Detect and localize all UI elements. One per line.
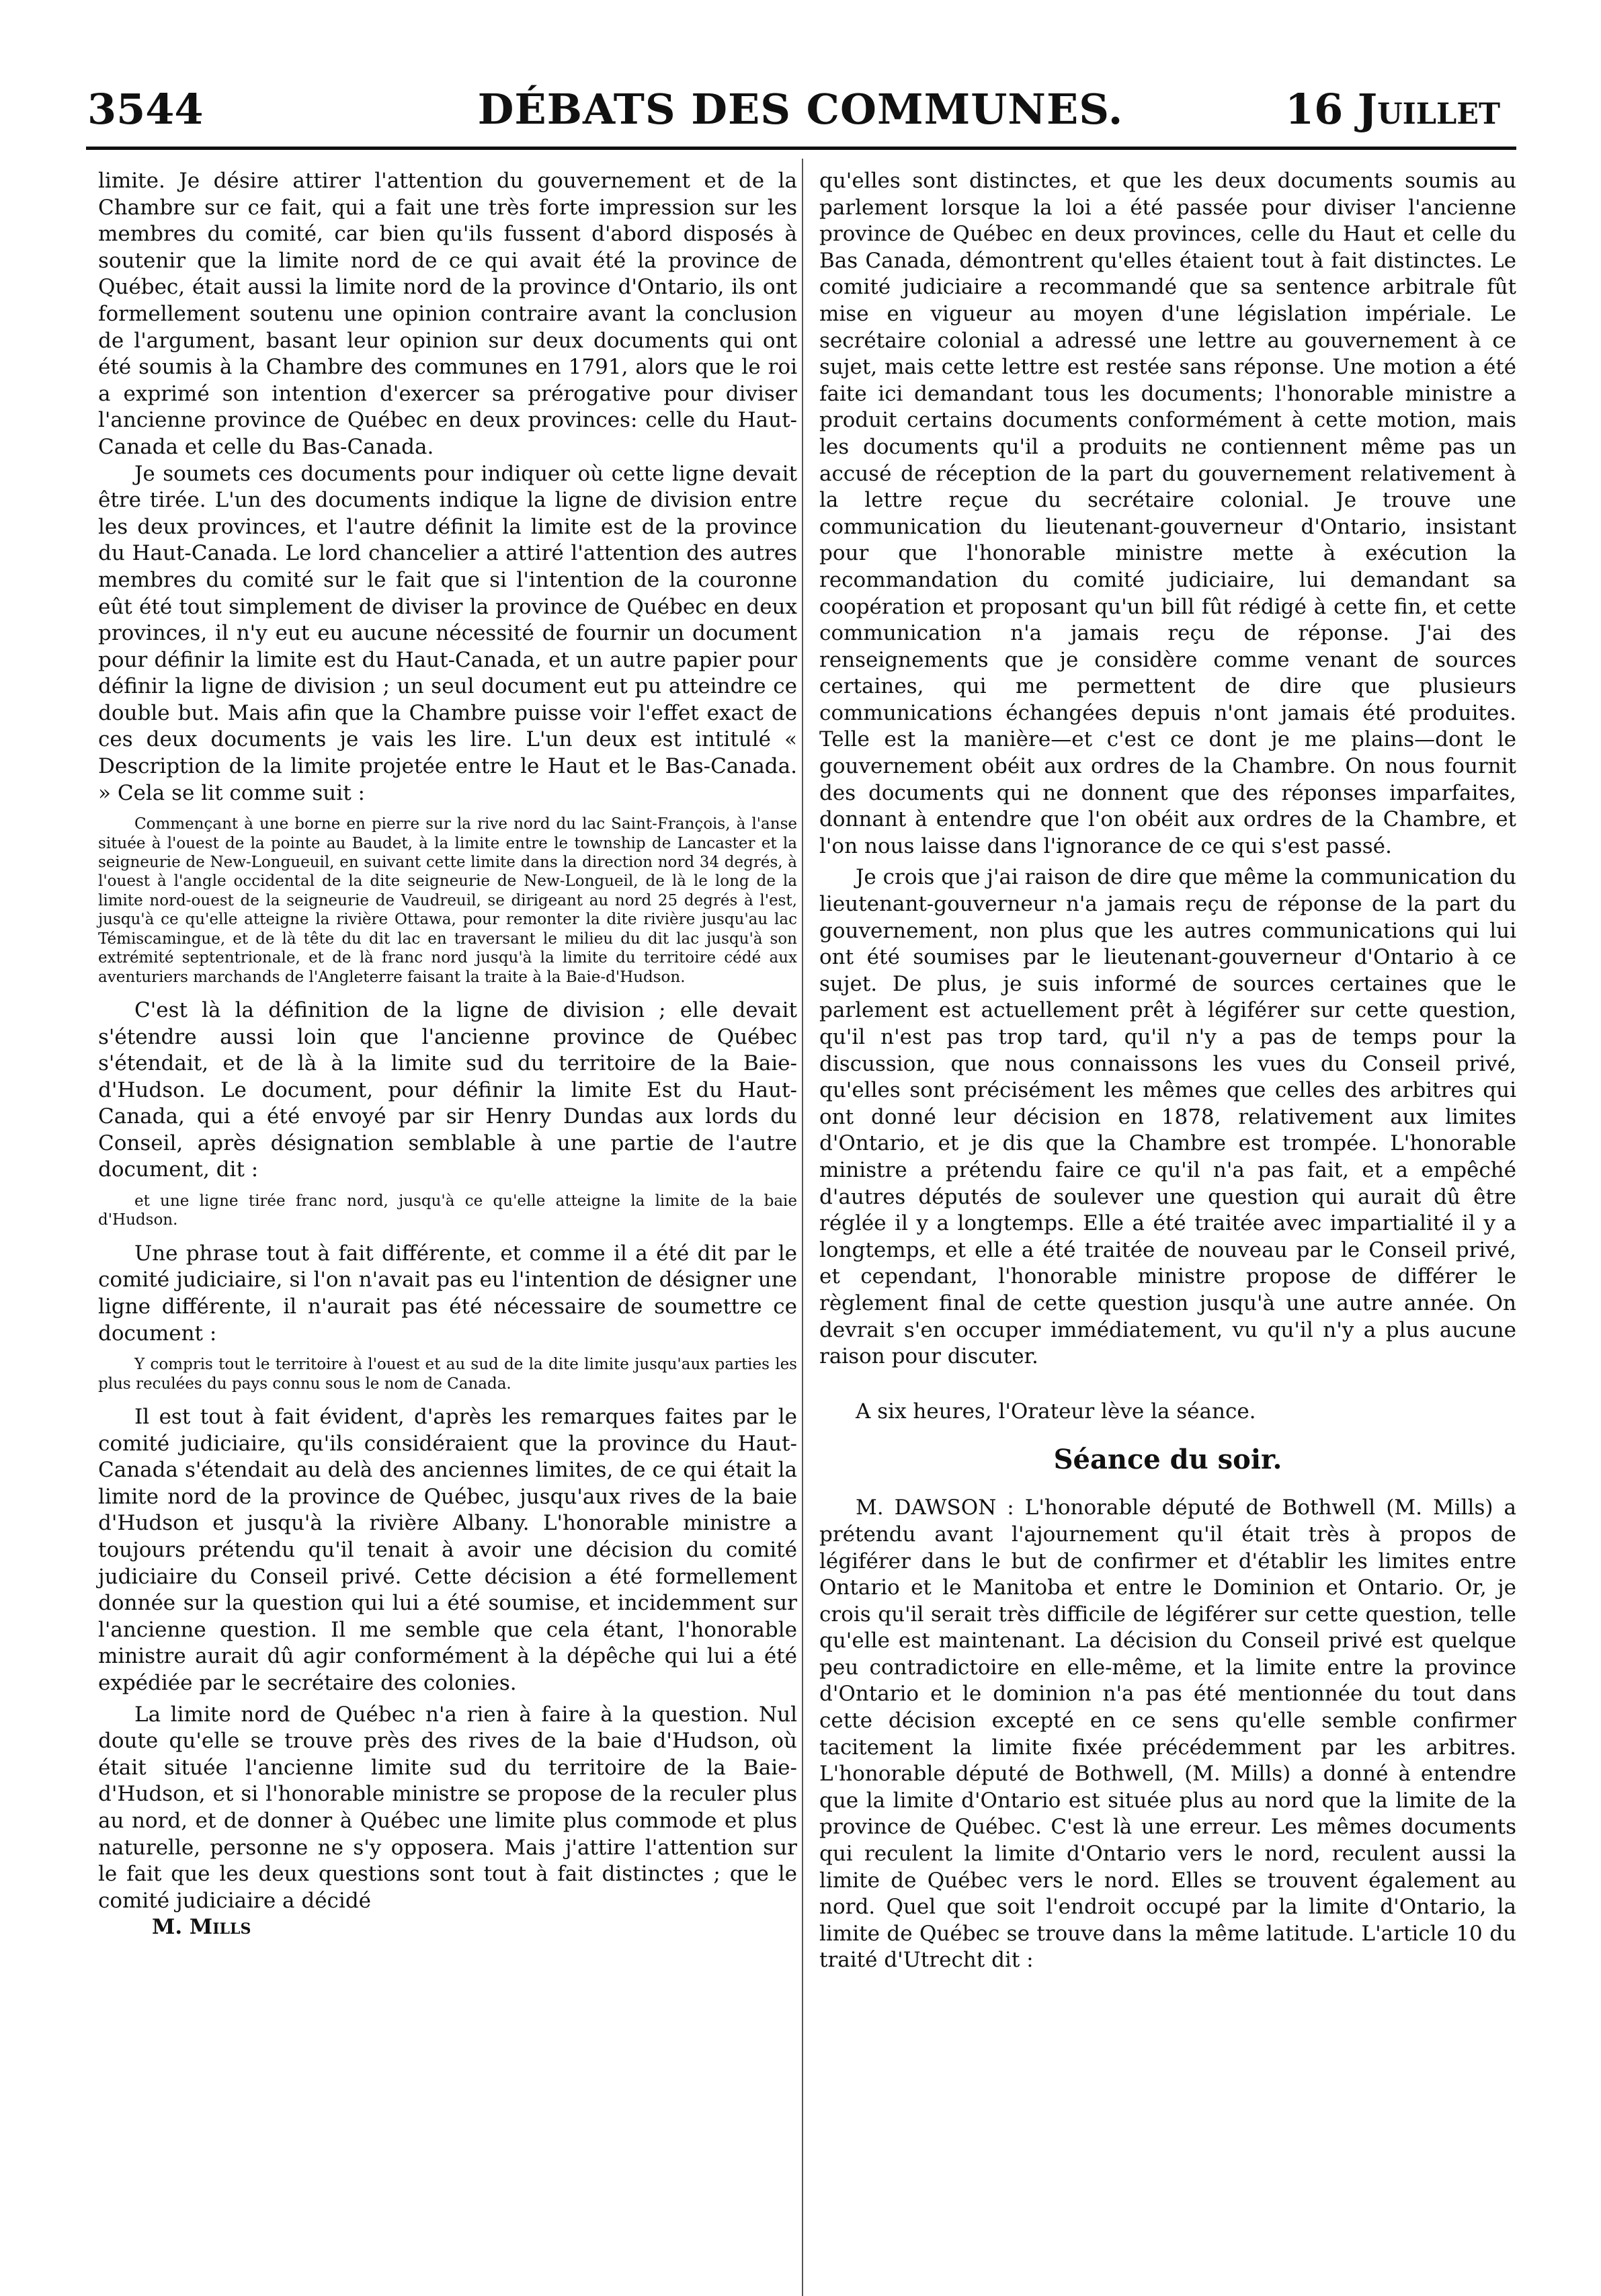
paragraph: Il est tout à fait évident, d'après les remarques faites par le comité judiciaire, qu'ils considéraient que la province du Haut-Canada s'étendait au delà des anciennes limites, de ce qui était la limite nord de la province de Québec, jusqu'aux rives de la baie d'Hudson et jusqu'à la rivière Albany. L'honorable ministre a toujours prétendu qu'il tenait à avoir une décision du comité judiciaire du Conseil privé. Cette décision a été formellement donnée sur la question qui lui a été soumise, et incidemment sur l'ancienne question. Il me semble que cela étant, l'honorable ministre aurait dû agir conformément à la dépêche qui lui a été expédiée par le secrétaire des colonies. — [98, 1405, 797, 1695]
page-date: 16 Juillet — [1284, 85, 1500, 134]
paragraph: C'est là la définition de la ligne de division ; elle devait s'étendre aussi loin que l'ancienne province de Québec s'étendait, et de là à la limite sud du territoire de la Baie-d'Hudson. Le document, pour définir la limite Est du Haut-Canada, qui a été envoyé par sir Henry Dundas aux lords du Conseil, après désignation semblable à une partie de l'autre document, dit : — [98, 997, 797, 1182]
column-separator — [802, 159, 803, 2296]
block-quote: Commençant à une borne en pierre sur la rive nord du lac Saint-François, à l'anse située à l'ouest de la pointe au Baudet, à la limite entre le township de Lancaster et la seigneurie de New-Longueuil, en suivant cette limite dans la direction nord 34 degrés, à l'ouest à l'angle occidental de la dite seigneurie de New-Longueil, de là le long de la limite nord-ouest de la seigneurie de Vaudreuil, se dirigeant au nord 25 degrés à l'est, jusqu'à ce qu'elle atteigne la rivière Ottawa, pour remonter la dite rivière jusqu'au lac Témiscamingue, et de là tête du dit lac en traversant le milieu du dit lac jusqu'à son extrémité septentrionale, et de là franc nord jusqu'à la limite du territoire cédé aux aventuriers marchands de l'Angleterre faisant la traite à la Baie-d'Hudson. — [98, 815, 797, 986]
section-title: Séance du soir. — [1053, 1444, 1282, 1476]
paragraph: M. DAWSON : L'honorable député de Bothwell (M. Mills) a prétendu avant l'ajournement qu'il était très à propos de légiférer dans le but de confirmer et d'établir les limites entre Ontario et le Manitoba et entre le Dominion et Ontario. Or, je crois qu'il serait très difficile de légiférer sur cette question, telle qu'elle est maintenant. La décision du Conseil privé est quelque peu contradictoire en elle-même, et la limite entre la province d'Ontario et le dominion n'a pas été mentionnée du tout dans cette décision excepté en ce sens qu'elle semble confirmer tacitement la limite fixée précédemment par les arbitres. L'honorable député de Bothwell, (M. Mills) a donné à entendre que la limite d'Ontario est située plus au nord que la limite de la province de Québec. C'est là une erreur. Les mêmes documents qui reculent la limite d'Ontario vers le nord, reculent aussi la limite de Québec vers le nord. Elles se trouvent également au nord. Quel que soit l'endroit occupé par la limite d'Ontario, la limite de Québec se trouve dans la même latitude. L'article 10 du traité d'Utrecht dit : — [819, 1495, 1516, 1973]
paragraph: Je crois que j'ai raison de dire que même la communication du lieutenant-gouverneur n'a jamais reçu de réponse de la part du gouvernement, non plus que les autres communications qui lui ont été soumises par le lieutenant-gouverneur d'Ontario à ce sujet. De plus, je suis informé de sources certaines que le parlement est actuellement prêt à légiférer sur cette question, qu'il n'est pas trop tard, qu'il n'y a pas de temps pour la discussion, que nous connaissons les vues du Conseil privé, qu'elles sont précisément les mêmes que celles des arbitres qui ont donné leur décision en 1878, relativement aux limites d'Ontario, et je dis que la Chambre est trompée. L'honorable ministre a prétendu faire ce qu'il n'a pas fait, et a empêché d'autres députés de soulever une question qui aurait dû être réglée il y a longtemps. Elle a été traitée avec impartialité il y a longtemps, et elle a été traitée de nouveau par le Conseil privé, et cependant, l'honorable ministre propose de différer le règlement final de cette question jusqu'à une autre année. On devrait s'en occuper immédiatement, vu qu'il n'y a plus aucune raison pour discuter. — [819, 865, 1516, 1369]
block-quote: et une ligne tirée franc nord, jusqu'à ce qu'elle atteigne la limite de la baie d'Hudson. — [98, 1192, 797, 1229]
paragraph: qu'elles sont distinctes, et que les deux documents soumis au parlement lorsque la loi a été passée pour diviser l'ancienne province de Québec en deux provinces, celle du Haut et celle du Bas Canada, démontrent qu'elles étaient tout à fait distinctes. Le comité judiciaire a recommandé que sa sentence arbitrale fût mise en vigueur au moyen d'une législation impériale. Le secrétaire colonial a adressé une lettre au gouvernement à ce sujet, mais cette lettre est restée sans réponse. Une motion a été faite ici demandant tous les documents; l'honorable ministre a produit certains documents conformément à cette motion, mais les documents qu'il a produits ne contiennent même pas un accusé de réception de la part du gouvernement relativement à la lettre reçue du secrétaire colonial. Je trouve une communication du lieutenant-gouverneur d'Ontario, insistant pour que l'honorable ministre mette à exécution la recommandation du comité judiciaire, lui demandant sa coopération et proposant qu'un bill fût rédigé à cette fin, et cette communication n'a jamais reçu de réponse. J'ai des renseignements que je considère comme venant de sources certaines, qui me permettent de dire que plusieurs communications échangées depuis n'ont jamais été produites. Telle est la manière—et c'est ce dont je me plains—dont le gouvernement obéit aux ordres de la Chambre. On nous fournit des documents qui ne donnent que des réponses imparfaites, donnant à entendre que l'on obéit aux ordres de la Chambre, et l'on nous laisse dans l'ignorance de ce qui s'est passé. — [819, 169, 1516, 858]
paragraph: Une phrase tout à fait différente, et comme il a été dit par le comité judiciaire, si l'on n'avait pas eu l'intention de désigner une ligne différente, il n'aurait pas été nécessaire de soumettre ce document : — [98, 1241, 797, 1346]
paragraph: limite. Je désire attirer l'attention du gouvernement et de la Chambre sur ce fait, qui a fait une très forte impression sur les membres du comité, car bien qu'ils fussent d'abord disposés à soutenir que la limite nord de ce qui avait été la province de Québec, était aussi la limite nord de la province d'Ontario, ils ont formellement soutenu une opinion contraire avant la conclusion de l'argument, basant leur opinion sur deux documents qui ont été soumis à la Chambre des communes en 1791, alors que le roi a exprimé son intention d'exercer sa prérogative pour diviser l'ancienne province de Québec en deux provinces: celle du Haut-Canada et celle du Bas-Canada. — [98, 169, 797, 459]
block-quote: Y compris tout le territoire à l'ouest et au sud de la dite limite jusqu'aux parties les plus reculées du pays connu sous le nom de Canada. — [98, 1356, 797, 1393]
header-rule — [86, 147, 1516, 150]
running-title: DÉBATS DES COMMUNES. — [477, 85, 1124, 134]
paragraph: Je soumets ces documents pour indiquer où cette ligne devait être tirée. L'un des documents indique la ligne de division entre les deux provinces, et l'autre définit la limite est de la province du Haut-Canada. Le lord chancelier a attiré l'attention des autres membres du comité sur le fait que si l'intention de la couronne eût été tout simplement de diviser la province de Québec en deux provinces, il n'y eut eu aucune nécessité de fournir un document pour définir la limite est du Haut-Canada, et un autre papier pour définir la ligne de division ; un seul document eut pu atteindre ce double but. Mais afin que la Chambre puisse voir l'effet exact de ces deux documents je vais les lire. L'un deux est intitulé « Description de la limite projetée entre le Haut et le Bas-Canada. » Cela se lit comme suit : — [98, 461, 797, 805]
adjournment-note: A six heures, l'Orateur lève la séance. — [856, 1399, 1256, 1424]
page-number: 3544 — [87, 85, 204, 134]
right-column — [819, 168, 1516, 1974]
speaker-signature: M. Mills — [152, 1915, 251, 1940]
paragraph: La limite nord de Québec n'a rien à faire à la question. Nul doute qu'elle se trouve près des rives de la baie d'Hudson, où était située l'ancienne limite sud du territoire de la Baie-d'Hudson, et si l'honorable ministre se propose de la reculer plus au nord, et de donner à Québec une limite plus commode et plus naturelle, personne ne s'y opposera. Mais j'attire l'attention sur le fait que les deux questions sont tout à fait distinctes ; que le comité judiciaire a décidé — [98, 1702, 797, 1913]
left-column — [98, 168, 797, 1941]
